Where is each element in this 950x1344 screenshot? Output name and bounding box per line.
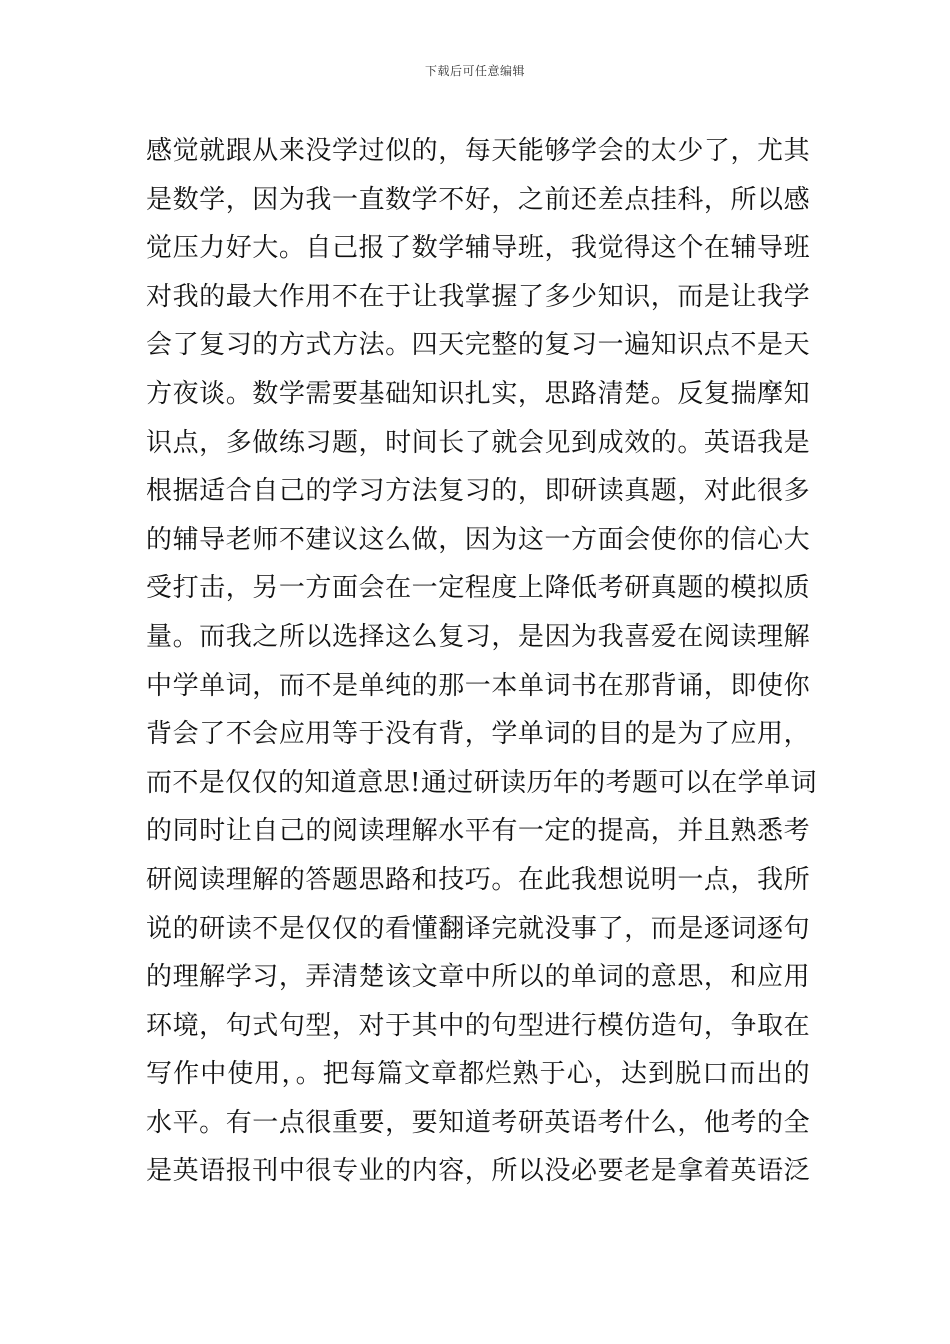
text-line: 受打击，另一方面会在一定程度上降低考研真题的模拟质 [146, 573, 810, 604]
body-paragraph [146, 127, 817, 1196]
text-line: 写作中使用，。把每篇文章都烂熟于心，达到脱口而出的 [146, 1059, 810, 1090]
text-line: 而不是仅仅的知道意思!通过研读历年的考题可以在学单词 [146, 767, 817, 798]
text-line: 的理解学习，弄清楚该文章中所以的单词的意思，和应用 [146, 962, 810, 993]
text-line: 研阅读理解的答题思路和技巧。在此我想说明一点，我所 [146, 864, 810, 895]
text-line: 是数学，因为我一直数学不好，之前还差点挂科，所以感 [146, 184, 810, 215]
text-line: 感觉就跟从来没学过似的，每天能够学会的太少了，尤其 [146, 136, 810, 166]
text-line: 的同时让自己的阅读理解水平有一定的提高，并且熟悉考 [146, 816, 810, 847]
text-line: 环境，句式句型，对于其中的句型进行模仿造句，争取在 [146, 1010, 810, 1041]
text-line: 根据适合自己的学习方法复习的，即研读真题，对此很多 [146, 476, 810, 507]
text-line: 水平。有一点很重要，要知道考研英语考什么，他考的全 [146, 1107, 810, 1138]
text-line: 说的研读不是仅仅的看懂翻译完就没事了，而是逐词逐句 [146, 913, 810, 944]
text-line: 中学单词，而不是单纯的那一本单词书在那背诵，即使你 [146, 670, 810, 701]
text-line: 量。而我之所以选择这么复习，是因为我喜爱在阅读理解 [146, 621, 810, 652]
text-line: 识点，多做练习题，时间长了就会见到成效的。英语我是 [146, 427, 810, 458]
text-line: 的辅导老师不建议这么做，因为这一方面会使你的信心大 [146, 524, 810, 555]
text-line: 会了复习的方式方法。四天完整的复习一遍知识点不是天 [146, 330, 810, 361]
text-line: 是英语报刊中很专业的内容，所以没必要老是拿着英语泛 [146, 1156, 810, 1187]
text-line: 方夜谈。数学需要基础知识扎实，思路清楚。反复揣摩知 [146, 378, 810, 409]
text-line: 对我的最大作用不在于让我掌握了多少知识，而是让我学 [146, 281, 810, 312]
page-header: 下载后可任意编辑 [424, 64, 525, 78]
text-line: 背会了不会应用等于没有背，学单词的目的是为了应用， [146, 719, 810, 750]
text-line: 觉压力好大。自己报了数学辅导班，我觉得这个在辅导班 [146, 233, 810, 264]
